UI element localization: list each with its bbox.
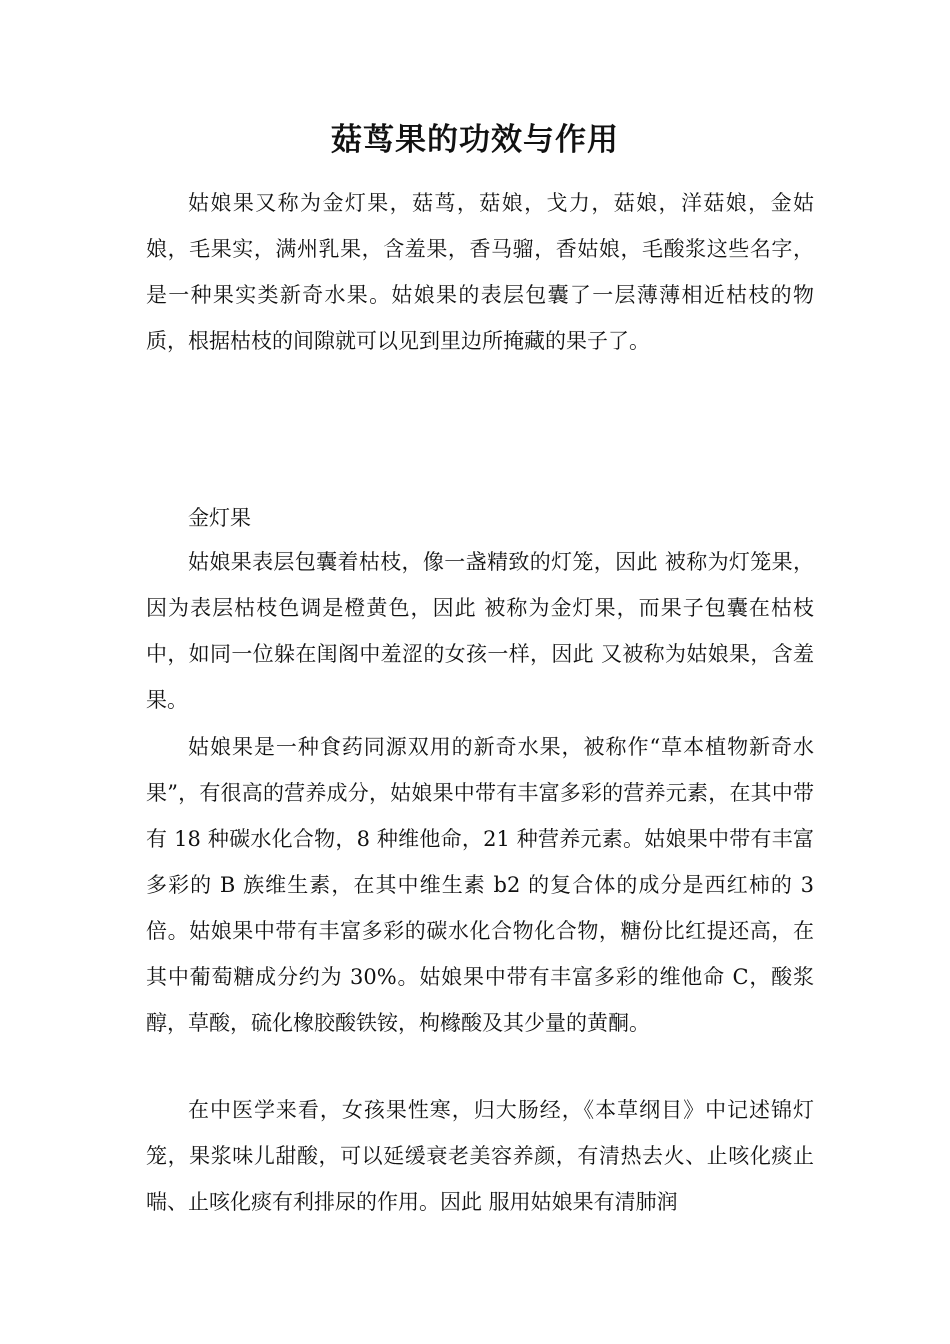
section-heading: 金灯果 [188, 506, 251, 530]
document-title: 菇茑果的功效与作用 [331, 122, 619, 158]
paragraph-lantern: 姑娘果表层包囊着枯枝，像一盏精致的灯笼，因此 被称为灯笼果，因为表层枯枝色调是橙黄色，因此 被称为金灯果，而果子包囊在枯枝中，如同一位躲在闺阁中羞涩的女孩一样，因此 又被称为姑娘果，含羞果。 [146, 550, 814, 712]
paragraph-nutrition: 姑娘果是一种食药同源双用的新奇水果，被称作“草本植物新奇水果”，有很高的营养成分，姑娘果中带有丰富多彩的营养元素，在其中带有 18 种碳水化合物，8 种维他命，21 种营养元素。姑娘果中带有丰富多彩的 B 族维生素，在其中维生素 b2 的复合体的成分是西红柿的 3 倍。姑娘果中带有丰富多彩的碳水化合物化合物，糖份比红提还高，在其中葡萄糖成分约为 30%。姑娘果中带有丰富多彩的维他命 C，酸浆醇，草酸，硫化橡胶酸铁铵，枸橼酸及其少量的黄酮。 [146, 735, 814, 1035]
paragraph-medicine: 在中医学来看，女孩果性寒，归大肠经，《本草纲目》中记述锦灯笼，果浆味儿甜酸，可以延缓衰老美容养颜，有清热去火、止咳化痰止喘、止咳化痰有利排尿的作用。因此 服用姑娘果有清肺润 [146, 1098, 814, 1214]
paragraph-intro: 姑娘果又称为金灯果，菇茑，菇娘，戈力，菇娘，洋菇娘，金姑娘，毛果实，满州乳果，含羞果，香马骝，香姑娘，毛酸浆这些名字，是一种果实类新奇水果。姑娘果的表层包囊了一层薄薄相近枯枝的物质，根据枯枝的间隙就可以见到里边所掩藏的果子了。 [146, 191, 814, 353]
